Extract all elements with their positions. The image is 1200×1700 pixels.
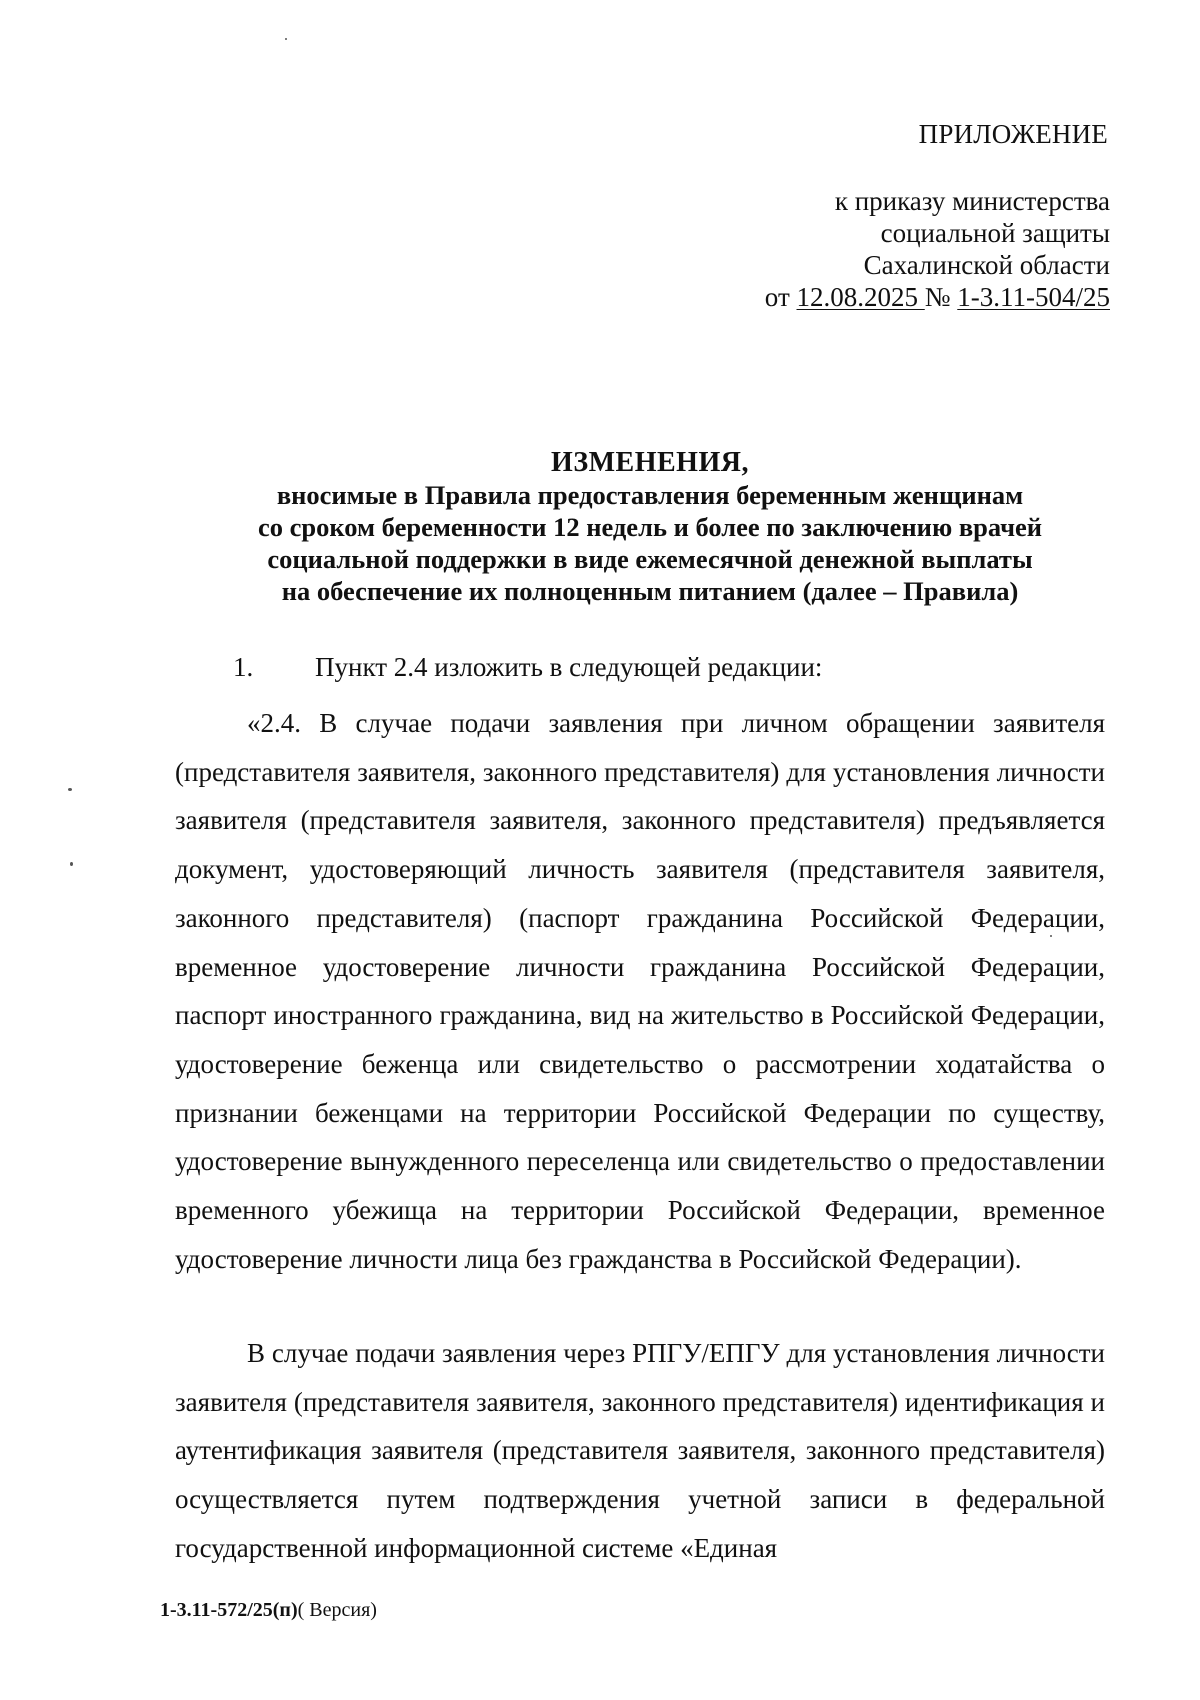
document-heading — [160, 447, 1140, 607]
appendix-line-region: Сахалинской области — [863, 250, 1110, 280]
heading-line-4: на обеспечение их полноценным питанием (далее – Правила) — [281, 576, 1019, 606]
scan-speck — [1050, 935, 1052, 937]
paragraph-epgu: В случае подачи заявления через РПГУ/ЕПГУ для установления личности заявителя (представителя заявителя, законного представителя) идентификация и аутентификация заявителя (представителя заявителя, законного представителя) осуществляется путем подтверждения учетной записи в федеральной государственной информационной системе «Единая — [175, 1338, 1105, 1563]
appendix-number: 1-3.11-504/25 — [957, 282, 1110, 312]
footer-version: ( Версия) — [297, 1599, 377, 1621]
document-footer — [160, 1597, 377, 1623]
appendix-line-ministry: социальной защиты — [880, 218, 1110, 248]
appendix-reference-block — [765, 185, 1110, 313]
appendix-from-prefix: от — [764, 282, 797, 312]
footer-doc-number: 1-3.11-572/25(п) — [160, 1599, 298, 1621]
scan-speck — [70, 862, 73, 866]
heading-line-2: со сроком беременности 12 недель и более по заключению врачей — [257, 512, 1043, 542]
paragraph-2-4: «2.4. В случае подачи заявления при личном обращении заявителя (представителя заявителя, законного представителя) для установления личности заявителя (представителя заявителя, законного представителя) предъявляется документ, удостоверяющий личность заявителя (представителя заявителя, законного представителя) (паспорт гражданина Российской Федерации, временное удостоверение личности гражданина Российской Федерации, паспорт иностранного гражданина, вид на жительство в Российской Федерации, удостоверение беженца или свидетельство о рассмотрении ходатайства о признании беженцами на территории Российской Федерации по существу, удостоверение вынужденного переселенца или свидетельство о предоставлении временного убежища на территории Российской Федерации, временное удостоверение личности лица без гражданства в Российской Федерации). — [175, 708, 1105, 1274]
appendix-title: ПРИЛОЖЕНИЕ — [918, 119, 1108, 149]
list-item-1 — [233, 651, 822, 683]
heading-title: ИЗМЕНЕНИЯ, — [551, 447, 749, 478]
appendix-date-number-line — [765, 281, 1110, 313]
appendix-line-order: к приказу министерства — [834, 186, 1110, 216]
list-item-number: 1. — [233, 652, 254, 682]
appendix-number-sign: № — [924, 282, 958, 312]
appendix-date: 12.08.2025 — [796, 282, 925, 312]
scan-speck — [68, 788, 72, 791]
scan-speck — [285, 38, 287, 40]
heading-line-3: социальной поддержки в виде ежемесячной денежной выплаты — [267, 544, 1033, 574]
heading-line-1: вносимые в Правила предоставления беременным женщинам — [276, 480, 1024, 510]
list-item-text: Пункт 2.4 изложить в следующей редакции: — [315, 652, 823, 682]
